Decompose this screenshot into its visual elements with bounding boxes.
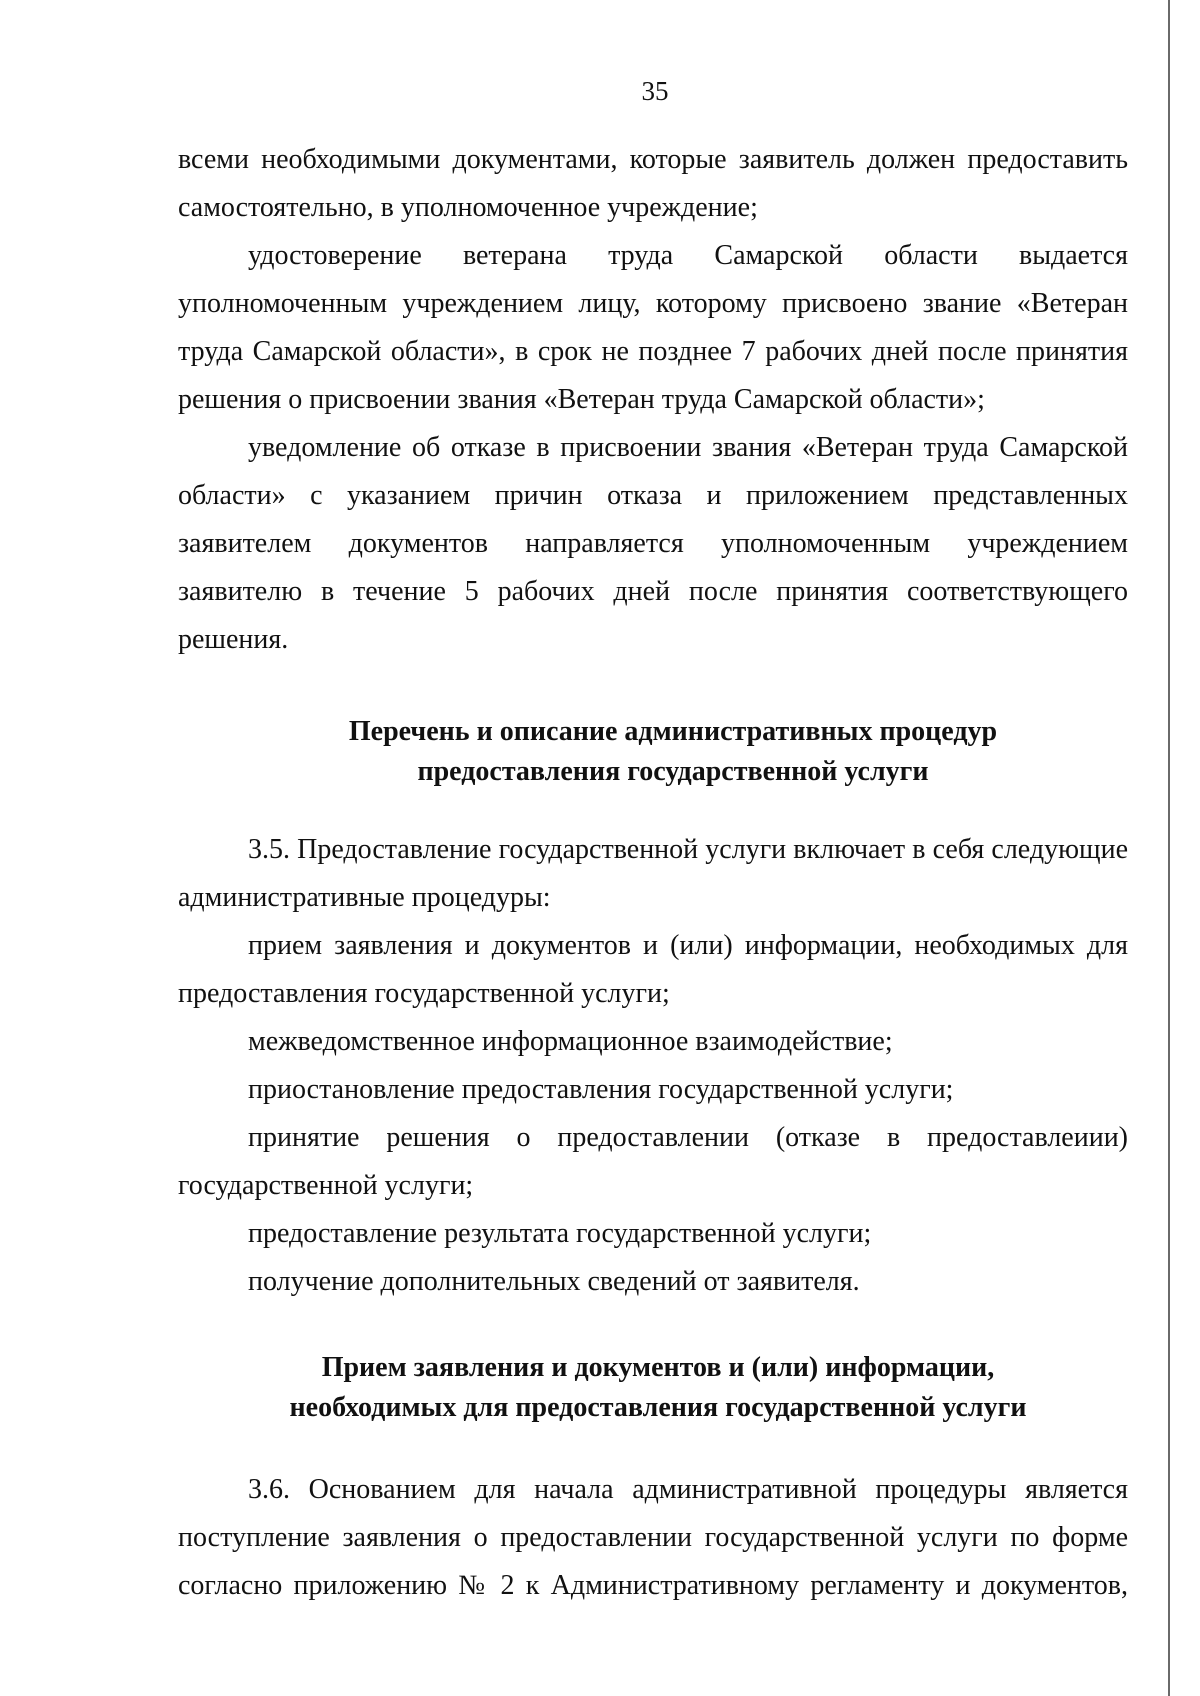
list-item-procedure-additional-info: получение дополнительных сведений от заявителя. [248, 1266, 860, 1297]
section-heading-procedures [178, 712, 1128, 792]
paragraph-3-6: 3.6. Основанием для начала административной процедуры является поступление заявления о предоставлении государственной услуги по форме согласно приложению № 2 к Административному регламенту и документов, [178, 1474, 1128, 1601]
section-heading-reception [178, 1348, 1128, 1428]
section-heading-procedures-line-2: предоставления государственной услуги [417, 756, 929, 787]
section-heading-reception-line-2: необходимых для предоставления государственной услуги [289, 1392, 1027, 1423]
list-item-procedure-result: предоставление результата государственной услуги; [248, 1218, 872, 1249]
paragraph-refusal-notice: уведомление об отказе в присвоении звания «Ветеран труда Самарской области» с указанием причин отказа и приложением представленных заявителем документов направляется уполномоченным учреждением заявителю в течение 5 рабочих дней после принятия соответствующего решения. [178, 432, 1128, 655]
document-body [178, 136, 1128, 1610]
page-number: 35 [641, 76, 669, 106]
page-edge-line [1168, 0, 1170, 1696]
list-item-procedure-reception: прием заявления и документов и (или) информации, необходимых для предоставления государственной услуги; [178, 930, 1128, 1009]
list-item-procedure-decision: принятие решения о предоставлении (отказе в предоставлеиии) государственной услуги; [178, 1122, 1128, 1201]
section-heading-procedures-line-1: Перечень и описание административных процедур [348, 716, 998, 747]
paragraph-continuation: всеми необходимыми документами, которые заявитель должен предоставить самостоятельно, в уполномоченное учреждение; [178, 144, 1128, 223]
paragraph-certificate-issuance: удостоверение ветерана труда Самарской области выдается уполномоченным учреждением лицу, которому присвоено звание «Ветеран труда Самарской области», в срок не позднее 7 рабочих дней после принятия решения о присвоении звания «Ветеран труда Самарской области»; [178, 240, 1128, 415]
list-item-procedure-interagency: межведомственное информационное взаимодействие; [248, 1026, 893, 1057]
list-item-procedure-suspension: приостановление предоставления государственной услуги; [248, 1074, 954, 1105]
paragraph-3-5: 3.5. Предоставление государственной услуги включает в себя следующие административные процедуры: [178, 834, 1128, 913]
section-heading-reception-line-1: Прием заявления и документов и (или) информации, [321, 1352, 995, 1383]
